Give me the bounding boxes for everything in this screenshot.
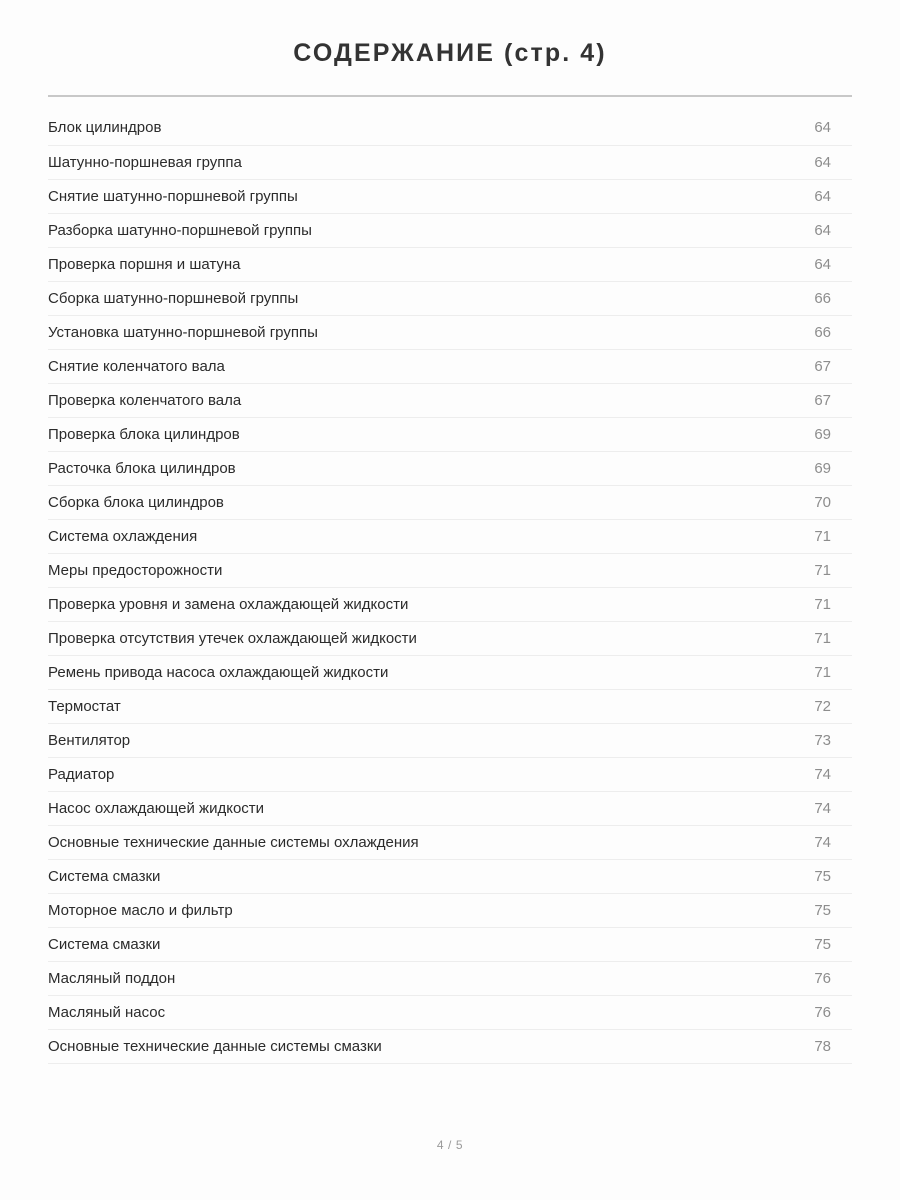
toc-entry-title[interactable]: Система смазки xyxy=(48,859,767,893)
toc-entry-title[interactable]: Проверка поршня и шатуна xyxy=(48,247,767,281)
title-divider xyxy=(48,95,852,97)
toc-row[interactable] xyxy=(48,689,852,723)
toc-row[interactable] xyxy=(48,247,852,281)
toc-entry-page-number: 69 xyxy=(767,417,852,451)
toc-entry-title[interactable]: Сборка блока цилиндров xyxy=(48,485,767,519)
toc-row[interactable] xyxy=(48,825,852,859)
toc-entry-title[interactable]: Система смазки xyxy=(48,927,767,961)
toc-row[interactable] xyxy=(48,655,852,689)
toc-entry-title[interactable]: Снятие коленчатого вала xyxy=(48,349,767,383)
toc-entry-title[interactable]: Термостат xyxy=(48,689,767,723)
toc-body xyxy=(48,111,852,1063)
toc-row[interactable] xyxy=(48,621,852,655)
toc-entry-page-number: 71 xyxy=(767,587,852,621)
toc-row[interactable] xyxy=(48,213,852,247)
toc-entry-page-number: 74 xyxy=(767,757,852,791)
toc-entry-page-number: 71 xyxy=(767,621,852,655)
toc-entry-page-number: 66 xyxy=(767,281,852,315)
toc-entry-page-number: 71 xyxy=(767,655,852,689)
toc-row[interactable] xyxy=(48,519,852,553)
toc-entry-page-number: 74 xyxy=(767,791,852,825)
toc-row[interactable] xyxy=(48,417,852,451)
toc-entry-title[interactable]: Меры предосторожности xyxy=(48,553,767,587)
toc-entry-page-number: 71 xyxy=(767,553,852,587)
toc-row[interactable] xyxy=(48,859,852,893)
toc-entry-title[interactable]: Моторное масло и фильтр xyxy=(48,893,767,927)
toc-entry-page-number: 76 xyxy=(767,995,852,1029)
toc-row[interactable] xyxy=(48,961,852,995)
toc-entry-title[interactable]: Насос охлаждающей жидкости xyxy=(48,791,767,825)
toc-row[interactable] xyxy=(48,757,852,791)
toc-entry-page-number: 64 xyxy=(767,179,852,213)
toc-entry-title[interactable]: Сборка шатунно-поршневой группы xyxy=(48,281,767,315)
toc-row[interactable] xyxy=(48,723,852,757)
toc-row[interactable] xyxy=(48,111,852,145)
toc-entry-title[interactable]: Масляный поддон xyxy=(48,961,767,995)
toc-entry-page-number: 70 xyxy=(767,485,852,519)
toc-entry-title[interactable]: Масляный насос xyxy=(48,995,767,1029)
toc-entry-page-number: 67 xyxy=(767,383,852,417)
toc-entry-title[interactable]: Проверка коленчатого вала xyxy=(48,383,767,417)
toc-entry-title[interactable]: Основные технические данные системы охлаждения xyxy=(48,825,767,859)
toc-entry-title[interactable]: Блок цилиндров xyxy=(48,111,767,145)
toc-entry-title[interactable]: Проверка блока цилиндров xyxy=(48,417,767,451)
toc-entry-title[interactable]: Ремень привода насоса охлаждающей жидкости xyxy=(48,655,767,689)
toc-row[interactable] xyxy=(48,995,852,1029)
toc-entry-page-number: 72 xyxy=(767,689,852,723)
toc-entry-title[interactable]: Радиатор xyxy=(48,757,767,791)
toc-row[interactable] xyxy=(48,315,852,349)
toc-entry-page-number: 73 xyxy=(767,723,852,757)
toc-entry-page-number: 71 xyxy=(767,519,852,553)
toc-row[interactable] xyxy=(48,927,852,961)
toc-entry-page-number: 64 xyxy=(767,145,852,179)
toc-row[interactable] xyxy=(48,1029,852,1063)
toc-entry-page-number: 78 xyxy=(767,1029,852,1063)
toc-row[interactable] xyxy=(48,587,852,621)
toc-entry-page-number: 75 xyxy=(767,859,852,893)
toc-entry-page-number: 76 xyxy=(767,961,852,995)
toc-entry-page-number: 75 xyxy=(767,927,852,961)
toc-row[interactable] xyxy=(48,281,852,315)
toc-entry-title[interactable]: Проверка уровня и замена охлаждающей жидкости xyxy=(48,587,767,621)
toc-row[interactable] xyxy=(48,791,852,825)
toc-entry-title[interactable]: Установка шатунно-поршневой группы xyxy=(48,315,767,349)
page-title: СОДЕРЖАНИЕ (стр. 4) xyxy=(293,39,607,67)
toc-row[interactable] xyxy=(48,349,852,383)
toc-entry-page-number: 66 xyxy=(767,315,852,349)
toc-entry-title[interactable]: Шатунно-поршневая группа xyxy=(48,145,767,179)
toc-entry-page-number: 64 xyxy=(767,247,852,281)
toc-entry-title[interactable]: Система охлаждения xyxy=(48,519,767,553)
toc-row[interactable] xyxy=(48,553,852,587)
toc-entry-page-number: 64 xyxy=(767,111,852,145)
toc-entry-page-number: 69 xyxy=(767,451,852,485)
toc-row[interactable] xyxy=(48,145,852,179)
toc-entry-page-number: 74 xyxy=(767,825,852,859)
toc-entry-title[interactable]: Разборка шатунно-поршневой группы xyxy=(48,213,767,247)
toc-row[interactable] xyxy=(48,451,852,485)
toc-row[interactable] xyxy=(48,485,852,519)
toc-entry-page-number: 75 xyxy=(767,893,852,927)
toc-entry-page-number: 64 xyxy=(767,213,852,247)
table-of-contents xyxy=(48,111,852,1064)
toc-entry-title[interactable]: Снятие шатунно-поршневой группы xyxy=(48,179,767,213)
toc-entry-title[interactable]: Вентилятор xyxy=(48,723,767,757)
page-footer: 4 / 5 xyxy=(436,1138,464,1152)
toc-entry-title[interactable]: Расточка блока цилиндров xyxy=(48,451,767,485)
toc-row[interactable] xyxy=(48,179,852,213)
toc-entry-title[interactable]: Основные технические данные системы смазки xyxy=(48,1029,767,1063)
toc-entry-title[interactable]: Проверка отсутствия утечек охлаждающей жидкости xyxy=(48,621,767,655)
toc-entry-page-number: 67 xyxy=(767,349,852,383)
toc-row[interactable] xyxy=(48,893,852,927)
toc-row[interactable] xyxy=(48,383,852,417)
